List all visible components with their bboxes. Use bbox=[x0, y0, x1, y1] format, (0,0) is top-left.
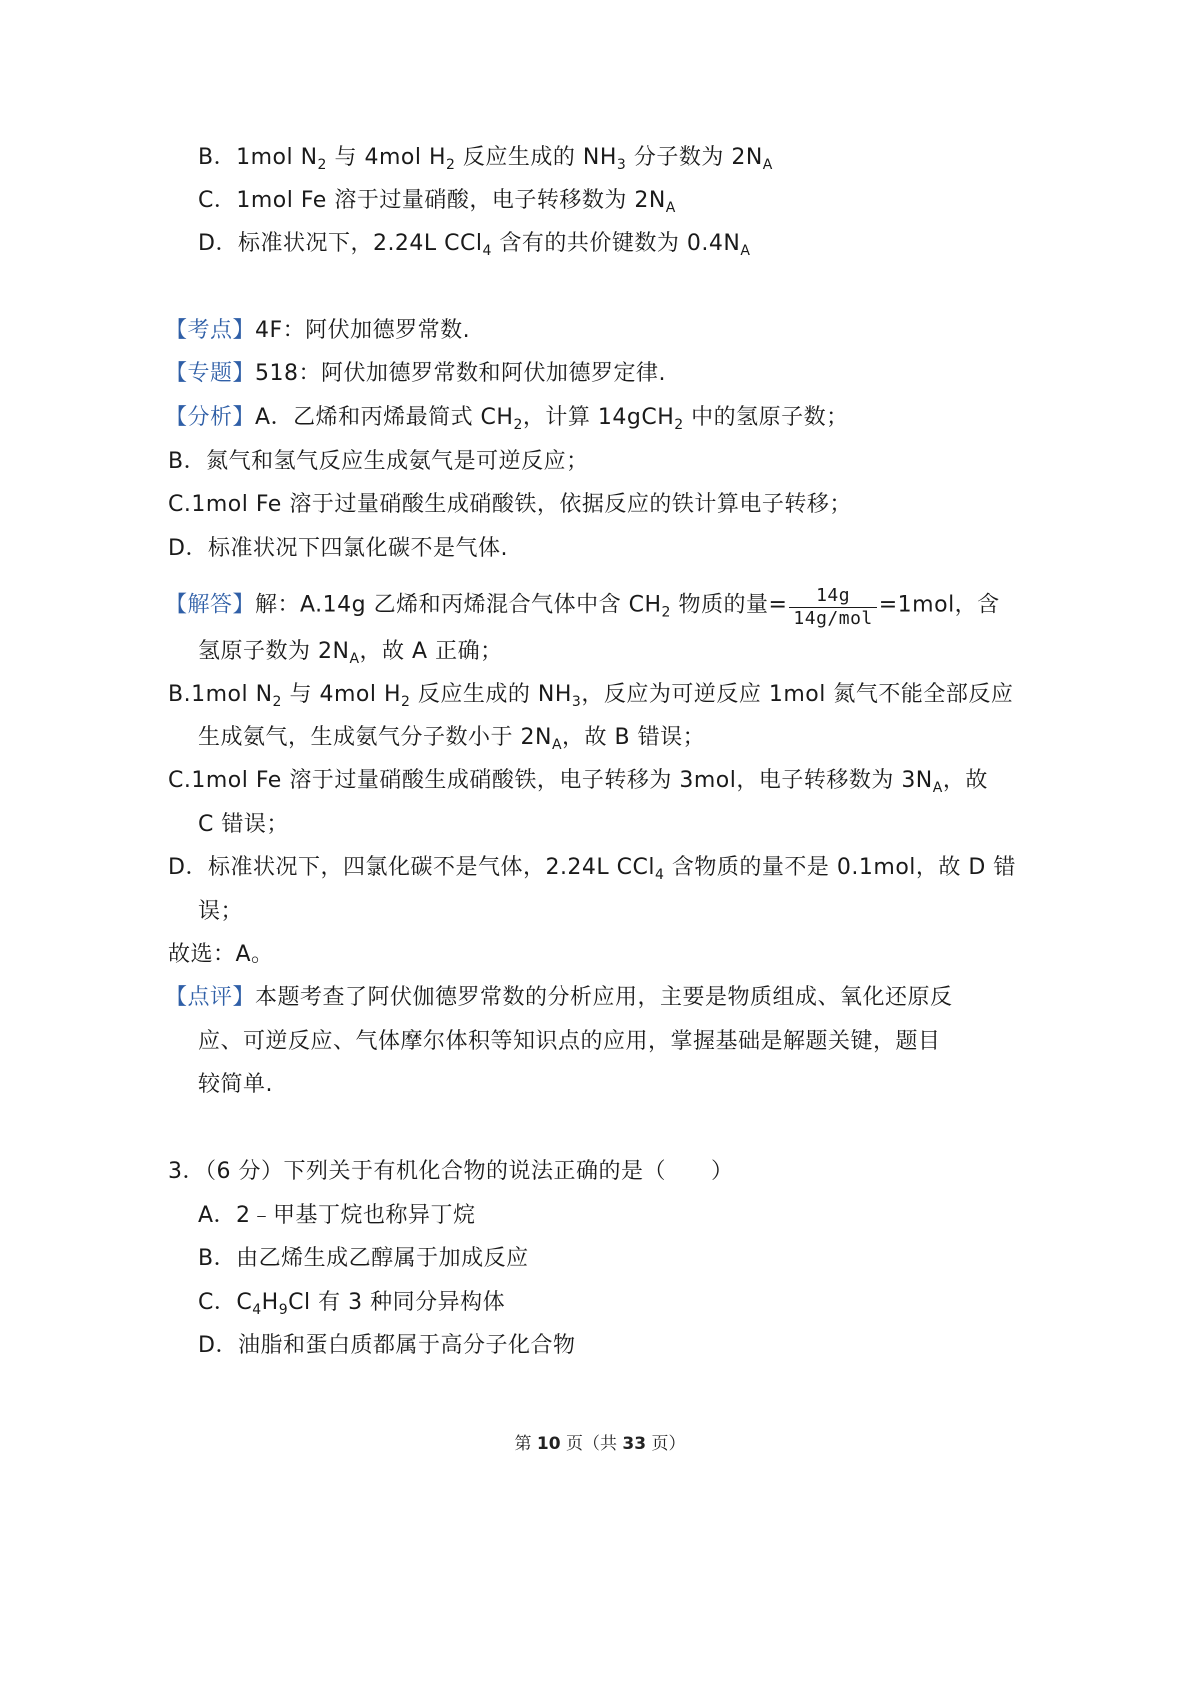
dianping-tag: 【点评】 bbox=[165, 985, 256, 1010]
page-footer: 第 10 页（共 33 页） bbox=[514, 1434, 686, 1454]
dianping-line-2: 应、可逆反应、气体摩尔体积等知识点的应用，掌握基础是解题关键，题目 bbox=[198, 1029, 941, 1054]
jieda-choice: 故选：A。 bbox=[168, 942, 274, 967]
page-total: 33 bbox=[622, 1434, 647, 1454]
zhuanti-tag: 【专题】 bbox=[165, 361, 256, 386]
fenxi-line-c: C.1mol Fe 溶于过量硝酸生成硝酸铁，依据反应的铁计算电子转移； bbox=[168, 492, 852, 517]
q3-option-c: C．$C_4H_9Cl$ 有 3 种同分异构体 bbox=[198, 1290, 506, 1318]
fenxi-line-a: 【分析】A．乙烯和丙烯最简式 $CH_2$，计算 14gCH$_2$ 中的氢原子数； bbox=[165, 405, 849, 433]
fraction-numerator: 14g bbox=[789, 585, 876, 608]
q3-option-d: D．油脂和蛋白质都属于高分子化合物 bbox=[198, 1333, 576, 1358]
dianping-line-3: 较简单. bbox=[198, 1072, 273, 1097]
jieda-line-c2: C 错误； bbox=[198, 812, 289, 837]
q2-option-d: D．标准状况下，2.24L CCl$_4$ 含有的共价键数为 $0.4N_A$ bbox=[198, 231, 751, 259]
jieda-line-b2: 生成氨气，生成氨气分子数小于 $2N_A$，故 B 错误； bbox=[198, 725, 706, 753]
zhuanti-line: 【专题】518：阿伏加德罗常数和阿伏加德罗定律. bbox=[165, 361, 667, 386]
q3-option-b: B．由乙烯生成乙醇属于加成反应 bbox=[198, 1246, 529, 1271]
q2-option-b: B．1mol $N_2$ 与 4mol $H_2$ 反应生成的 $NH_3$ 分子数为 $2N_A$ bbox=[198, 145, 773, 173]
fenxi-line-d: D．标准状况下四氯化碳不是气体. bbox=[168, 536, 508, 561]
fraction bbox=[789, 585, 876, 630]
q3-stem: 3．（6 分）下列关于有机化合物的说法正确的是（ ） bbox=[168, 1159, 734, 1184]
jieda-line-c1: C.1mol Fe 溶于过量硝酸生成硝酸铁，电子转移为 3mol，电子转移数为 $3N_A$，故 bbox=[168, 768, 988, 796]
jieda-tag: 【解答】 bbox=[165, 592, 256, 618]
kaodian-line: 【考点】4F：阿伏加德罗常数. bbox=[165, 318, 471, 343]
jieda-line-d1: D．标准状况下，四氯化碳不是气体，2.24L CCl$_4$ 含物质的量不是 0.1mol，故 D 错 bbox=[168, 855, 1016, 883]
dianping-line-1: 【点评】本题考查了阿伏伽德罗常数的分析应用，主要是物质组成、氧化还原反 bbox=[165, 985, 953, 1010]
page-number: 10 bbox=[536, 1434, 561, 1454]
fenxi-tag: 【分析】 bbox=[165, 405, 256, 430]
jieda-line-a2: 氢原子数为 $2N_A$，故 A 正确； bbox=[198, 639, 503, 667]
fenxi-line-b: B．氮气和氢气反应生成氨气是可逆反应； bbox=[168, 449, 589, 474]
kaodian-tag: 【考点】 bbox=[165, 318, 256, 343]
jieda-line-b1: B.1mol $N_2$ 与 4mol $H_2$ 反应生成的 $NH_3$，反应为可逆反应 1mol 氮气不能全部反应 bbox=[168, 682, 1014, 710]
q2-option-c: C．1mol Fe 溶于过量硝酸，电子转移数为 $2N_A$ bbox=[198, 188, 676, 216]
jieda-line-a1: 【解答】解：A.14g 乙烯和丙烯混合气体中含 $CH_2$ 物质的量= $\frac{14g}{\text{14g/mol}}$ =1mol，含 bbox=[165, 585, 1000, 629]
jieda-line-d2: 误； bbox=[198, 899, 244, 924]
fraction-denominator: 14g/mol bbox=[793, 608, 873, 629]
q3-option-a: A．2﹣甲基丁烷也称异丁烷 bbox=[198, 1203, 476, 1228]
